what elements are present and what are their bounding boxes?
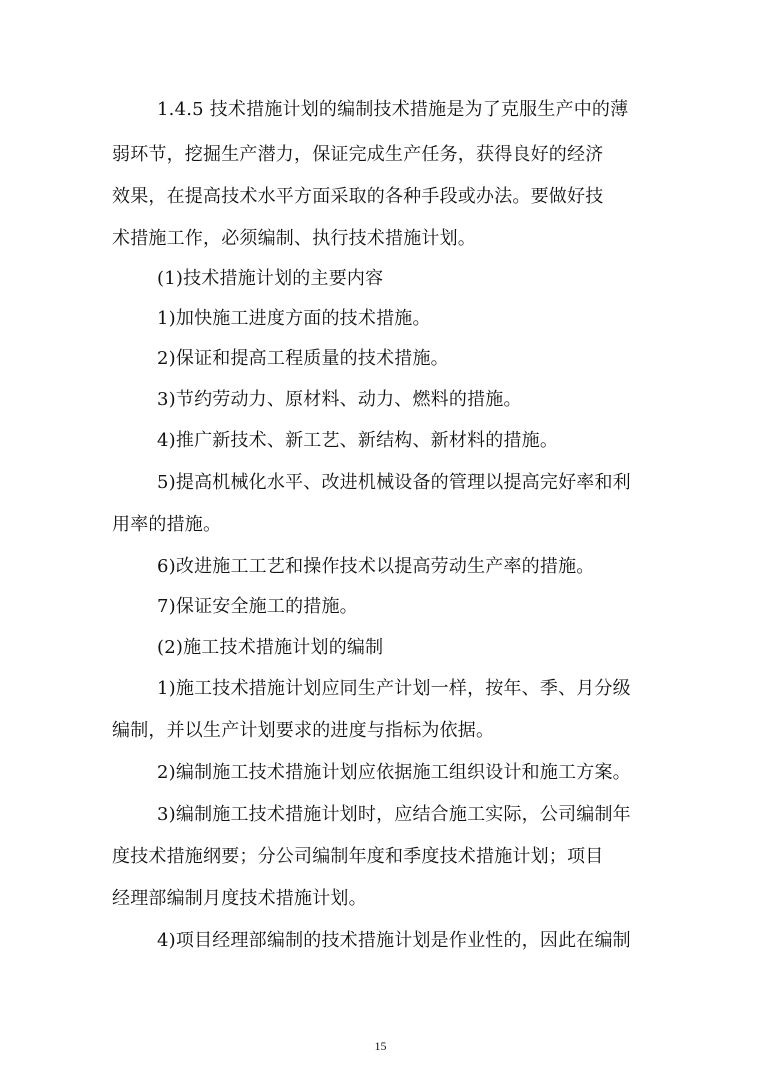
list-item: 1)加快施工进度方面的技术措施。	[157, 308, 431, 329]
text-line: 度技术措施纲要；分公司编制年度和季度技术措施计划；项目	[112, 846, 604, 867]
list-item: 7)保证安全施工的措施。	[157, 596, 358, 617]
text-line: 效果，在提高技术水平方面采取的各种手段或办法。要做好技	[112, 186, 604, 207]
text-line: 用率的措施。	[112, 514, 222, 535]
list-item: 6)改进施工工艺和操作技术以提高劳动生产率的措施。	[157, 556, 595, 577]
list-item: 2)保证和提高工程质量的技术措施。	[157, 348, 449, 369]
list-item: 5)提高机械化水平、改进机械设备的管理以提高完好率和利	[157, 472, 631, 493]
page-number: 15	[374, 1039, 387, 1053]
list-item: 3)编制施工技术措施计划时，应结合施工实际，公司编制年	[157, 804, 631, 825]
section-heading: (1)技术措施计划的主要内容	[157, 268, 384, 289]
text-line: 术措施工作，必须编制、执行技术措施计划。	[112, 228, 476, 249]
list-item: 4)推广新技术、新工艺、新结构、新材料的措施。	[157, 430, 559, 451]
section-heading: (2)施工技术措施计划的编制	[157, 637, 384, 658]
text-line: 编制，并以生产计划要求的进度与指标为依据。	[112, 720, 495, 741]
list-item: 2)编制施工技术措施计划应依据施工组织设计和施工方案。	[157, 762, 631, 783]
list-item: 4)项目经理部编制的技术措施计划是作业性的，因此在编制	[157, 930, 631, 951]
list-item: 1)施工技术措施计划应同生产计划一样，按年、季、月分级	[157, 678, 631, 699]
list-item: 3)节约劳动力、原材料、动力、燃料的措施。	[157, 389, 522, 410]
text-line: 经理部编制月度技术措施计划。	[112, 888, 367, 909]
text-line: 弱环节，挖掘生产潜力，保证完成生产任务，获得良好的经济	[112, 144, 604, 165]
text-line: 1.4.5 技术措施计划的编制技术措施是为了克服生产中的薄	[157, 99, 629, 120]
